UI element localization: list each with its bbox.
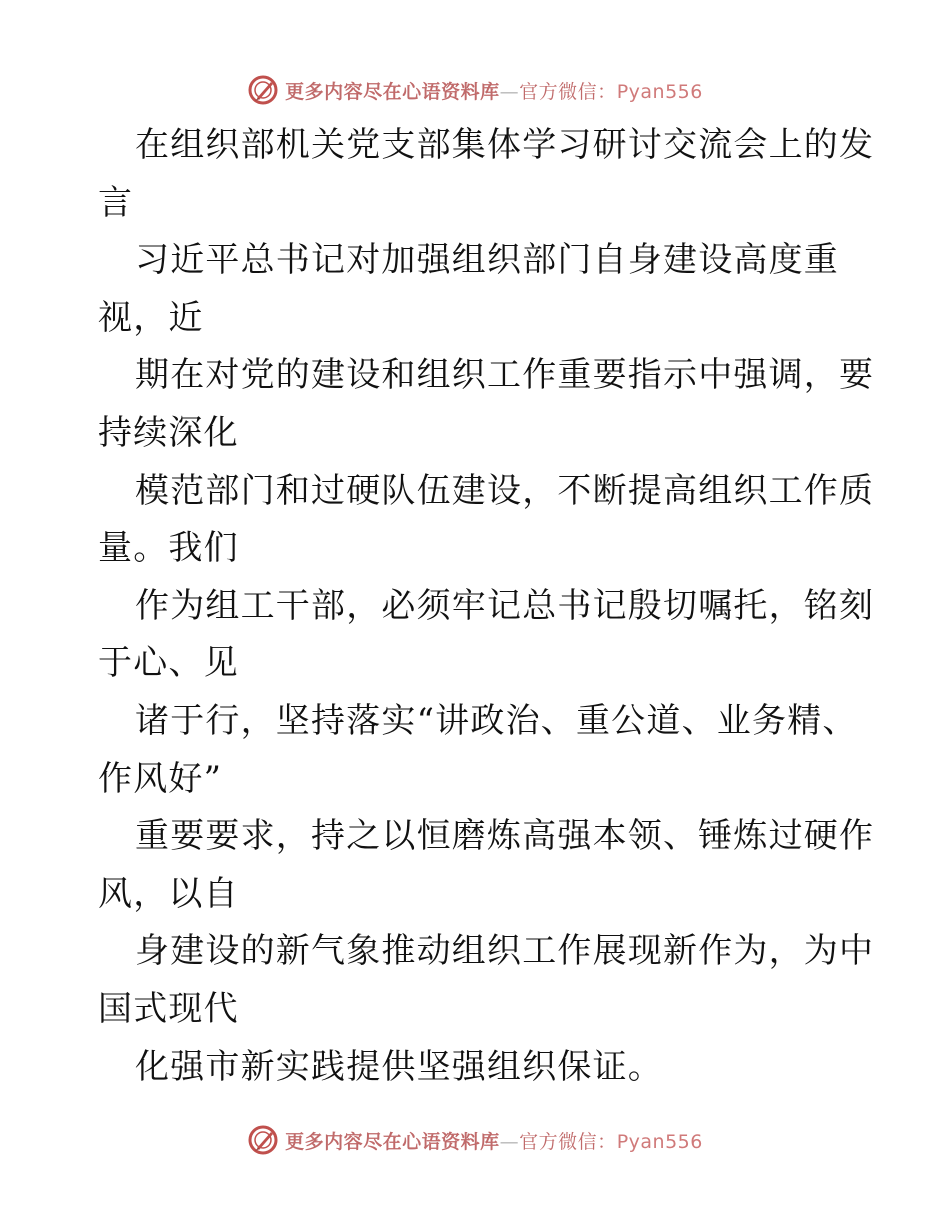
- paragraph-line: 习近平总书记对加强组织部门自身建设高度重: [135, 240, 839, 281]
- paragraph-line: 模范部门和过硬队伍建设，不断提高组织工作质: [135, 470, 875, 511]
- pen-seal-icon: [247, 74, 279, 106]
- watermark-official: 官方微信：: [519, 1130, 617, 1153]
- pen-seal-icon: [247, 1124, 279, 1156]
- watermark-separator: —: [499, 80, 520, 103]
- paragraph-line: 诸于行，坚持落实“讲政治、重公道、业务精、: [135, 700, 858, 741]
- footer-watermark: [0, 1120, 950, 1160]
- watermark-separator: —: [499, 1130, 520, 1153]
- paragraph-line: 风，以自: [98, 873, 239, 914]
- watermark-account: Pyan556: [616, 80, 703, 103]
- watermark-account: Pyan556: [616, 1130, 703, 1153]
- header-watermark: [0, 70, 950, 110]
- paragraph-line: 视，近: [98, 297, 204, 338]
- paragraph-line: 国式现代: [98, 988, 239, 1029]
- paragraph-line: 化强市新实践提供坚强组织保证。: [135, 1046, 663, 1087]
- watermark-text: [285, 1127, 703, 1154]
- watermark-text: [285, 77, 703, 104]
- paragraph-line: 作为组工干部，必须牢记总书记殷切嘱托，铭刻: [135, 585, 875, 626]
- paragraph-line: 期在对党的建设和组织工作重要指示中强调，要: [135, 355, 875, 396]
- watermark-main: 更多内容尽在心语资料库: [285, 80, 500, 103]
- watermark-main: 更多内容尽在心语资料库: [285, 1130, 500, 1153]
- paragraph-line: 作风好”: [98, 758, 223, 799]
- document-body: [98, 117, 875, 1096]
- paragraph-line: 持续深化: [98, 412, 239, 453]
- document-title-line: 在组织部机关党支部集体学习研讨交流会上的发: [135, 125, 875, 165]
- document-title-line: 言: [98, 182, 134, 223]
- paragraph-line: 于心、见: [98, 643, 239, 684]
- paragraph-line: 量。我们: [98, 528, 239, 569]
- paragraph-line: 重要要求，持之以恒磨炼高强本领、锤炼过硬作: [135, 816, 875, 857]
- paragraph-line: 身建设的新气象推动组织工作展现新作为，为中: [135, 931, 875, 972]
- watermark-official: 官方微信：: [519, 80, 617, 103]
